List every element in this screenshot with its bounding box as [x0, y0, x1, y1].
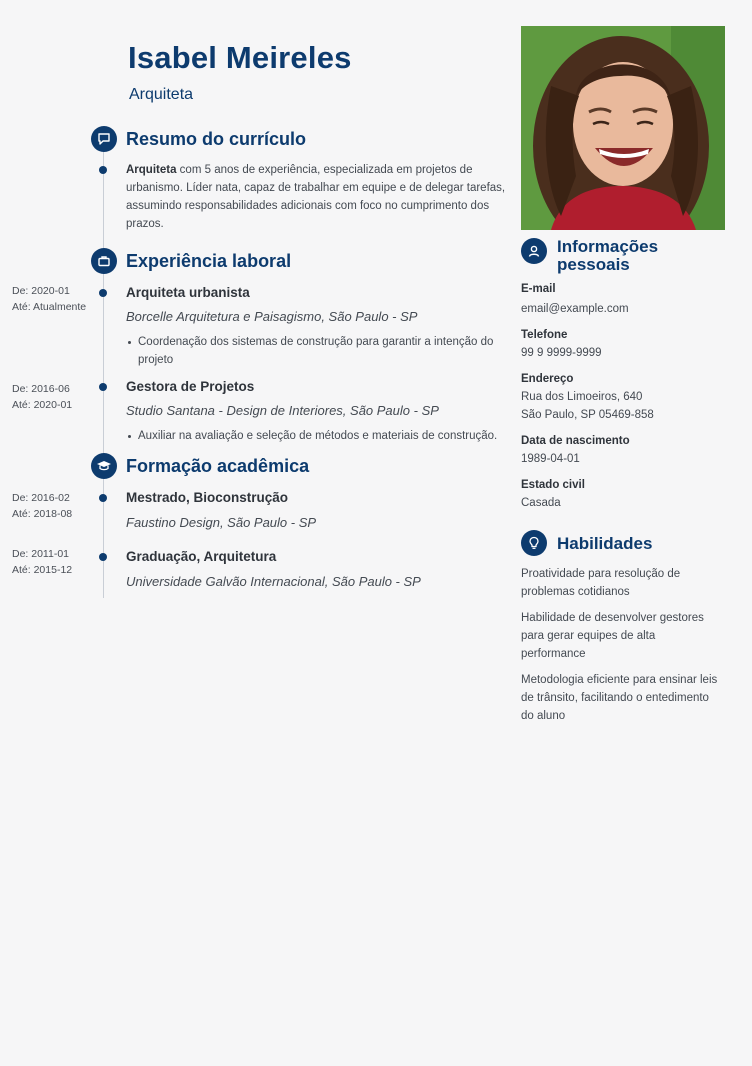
date-from: De: 2011-01 [12, 548, 70, 560]
experience-heading: Experiência laboral [126, 251, 292, 271]
personal-heading-line1: Informações [557, 237, 659, 256]
education-1-title: Mestrado, Bioconstrução [126, 490, 289, 505]
briefcase-icon [91, 248, 117, 274]
bullet-item: Coordenação dos sistemas de construção para garantir a intenção do projeto [138, 333, 508, 369]
experience-2-title: Gestora de Projetos [126, 379, 255, 394]
education-1-school: Faustino Design, São Paulo - SP [126, 515, 317, 530]
date-from: De: 2016-02 [12, 492, 70, 504]
skill-item: Proatividade para resolução de problemas cotidianos [521, 568, 681, 598]
person-icon [521, 238, 547, 264]
experience-2-company: Studio Santana - Design de Interiores, São Paulo - SP [126, 403, 439, 418]
phone-value: 99 9 9999-9999 [521, 347, 602, 359]
timeline-dot [99, 166, 107, 174]
graduation-cap-icon [91, 453, 117, 479]
summary-body: com 5 anos de experiência, especializada em projetos de urbanismo. Líder nata, capaz de trabalhar em equipe e de delegar tarefas, assumindo responsabilidades adicionais com foco no cumprimento dos prazos. [126, 164, 506, 230]
education-2-school: Universidade Galvão Internacional, São Paulo - SP [126, 574, 421, 589]
experience-2-bullets [126, 427, 518, 445]
lightbulb-icon [521, 530, 547, 556]
address-value [521, 388, 654, 424]
phone-label: Telefone [521, 329, 568, 341]
address-line2: São Paulo, SP 05469-858 [521, 409, 654, 421]
experience-2-dates [12, 381, 72, 413]
experience-1-dates [12, 283, 86, 315]
date-to: Até: 2020-01 [12, 399, 73, 411]
experience-1-title: Arquiteta urbanista [126, 285, 250, 300]
profile-photo [521, 26, 725, 230]
candidate-title: Arquiteta [129, 86, 194, 103]
date-from: De: 2020-01 [12, 285, 70, 297]
timeline-line [103, 140, 104, 598]
timeline-dot [99, 383, 107, 391]
birth-label: Data de nascimento [521, 435, 630, 447]
summary-text [126, 161, 506, 233]
timeline-dot [99, 494, 107, 502]
email-value: email@example.com [521, 303, 629, 315]
birth-value: 1989-04-01 [521, 453, 580, 465]
skills-heading: Habilidades [557, 534, 653, 553]
education-1-dates [12, 490, 72, 522]
summary-lead: Arquiteta [126, 164, 177, 176]
skill-item: Habilidade de desenvolver gestores para gerar equipes de alta performance [521, 612, 704, 660]
experience-1-bullets [126, 333, 508, 369]
date-to: Até: Atualmente [12, 301, 87, 313]
education-2-title: Graduação, Arquitetura [126, 549, 277, 564]
timeline-dot [99, 553, 107, 561]
email-label: E-mail [521, 283, 556, 295]
education-2-dates [12, 546, 72, 578]
personal-heading [557, 238, 707, 274]
civil-status-label: Estado civil [521, 479, 585, 491]
date-to: Até: 2015-12 [12, 564, 73, 576]
date-to: Até: 2018-08 [12, 508, 73, 520]
candidate-name: Isabel Meireles [128, 40, 352, 75]
address-label: Endereço [521, 373, 574, 385]
address-line1: Rua dos Limoeiros, 640 [521, 391, 643, 403]
bullet-item: Auxiliar na avaliação e seleção de métodos e materiais de construção. [138, 427, 518, 445]
skill-item: Metodologia eficiente para ensinar leis de trânsito, facilitando o entedimento do aluno [521, 674, 718, 722]
chat-bubble-icon [91, 126, 117, 152]
civil-status-value: Casada [521, 497, 561, 509]
experience-1-company: Borcelle Arquitetura e Paisagismo, São Paulo - SP [126, 309, 418, 324]
personal-heading-line2: pessoais [557, 255, 630, 274]
education-heading: Formação acadêmica [126, 456, 310, 476]
summary-heading: Resumo do currículo [126, 129, 307, 149]
date-from: De: 2016-06 [12, 383, 70, 395]
timeline-dot [99, 289, 107, 297]
